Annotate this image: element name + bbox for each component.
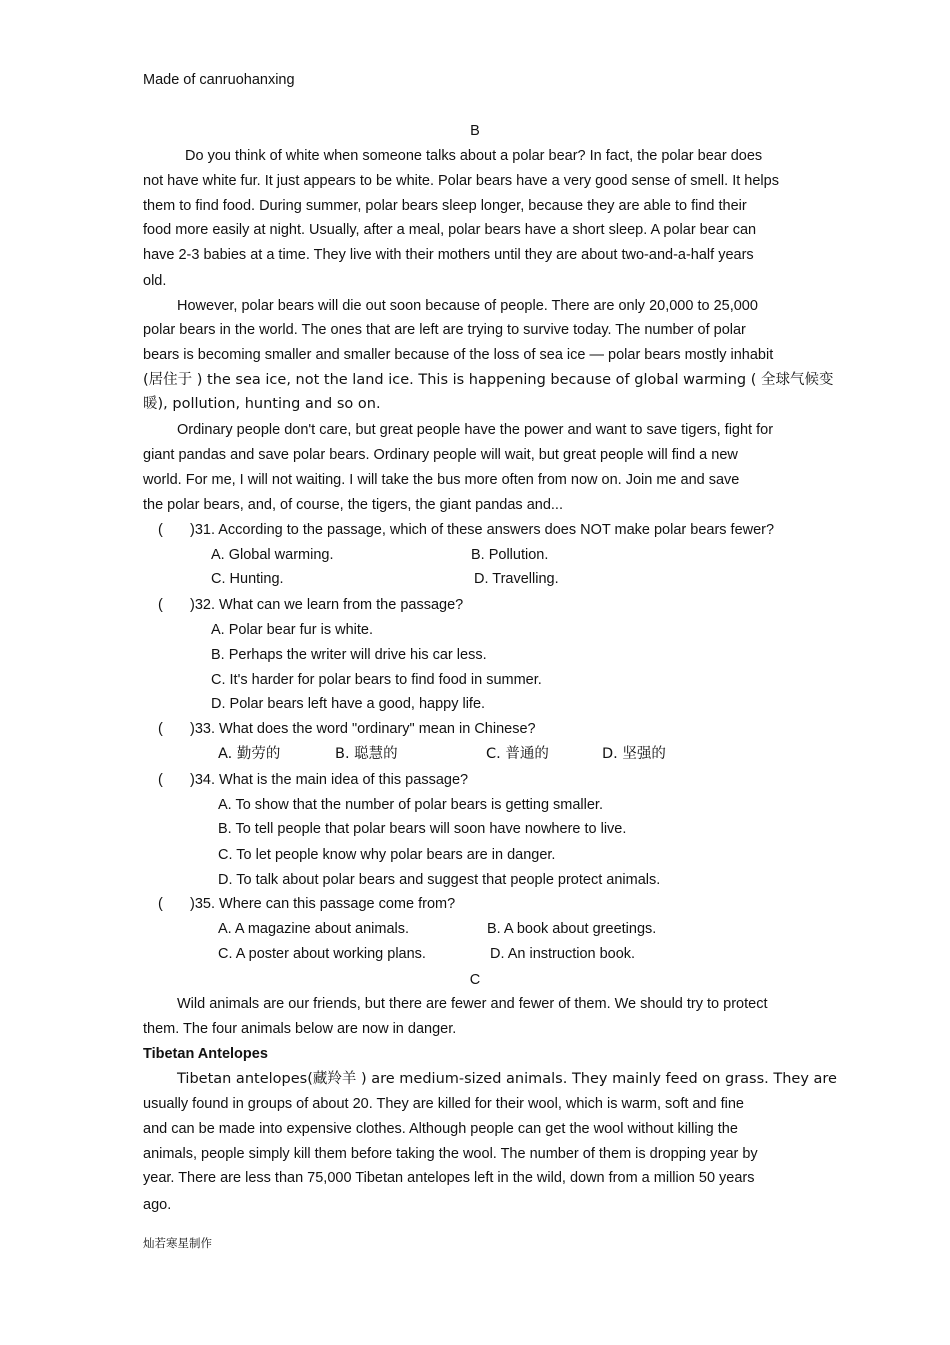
answer-option: B. To tell people that polar bears will soon have nowhere to live. [218,821,627,837]
paragraph-line: them to find food. During summer, polar bears sleep longer, because they are able to find their [143,198,747,214]
answer-option: D. Polar bears left have a good, happy life. [211,696,486,712]
question-stem: )34. What is the main idea of this passage? [190,772,469,788]
question-paren: ( [158,896,163,912]
paragraph-line: food more easily at night. Usually, after a meal, polar bears have a short sleep. A polar bear can [143,222,757,238]
page-header: Made of canruohanxing [143,72,295,88]
question-paren: ( [158,597,163,613]
paragraph-line: the polar bears, and, of course, the tigers, the giant pandas and... [143,497,563,513]
answer-option: B. Perhaps the writer will drive his car less. [211,647,487,663]
question-paren: ( [158,772,163,788]
question-stem: )31. According to the passage, which of these answers does NOT make polar bears fewer? [190,522,775,538]
answer-option: B. Pollution. [471,547,549,563]
paragraph-line: and can be made into expensive clothes. Although people can get the wool without killing the [143,1121,738,1137]
question-paren: ( [158,522,163,538]
answer-option: B. A book about greetings. [487,921,657,937]
answer-option: C. It's harder for polar bears to find food in summer. [211,672,542,688]
paragraph-line: Wild animals are our friends, but there are fewer and fewer of them. We should try to protect [177,996,768,1012]
paragraph-line: giant pandas and save polar bears. Ordinary people will wait, but great people will find a new [143,447,738,463]
answer-option: D. An instruction book. [490,946,636,962]
answer-option: A. A magazine about animals. [218,921,410,937]
answer-option: B. 聪慧的 [335,746,398,762]
section-heading: Tibetan Antelopes [143,1046,268,1062]
question-paren: ( [158,721,163,737]
answer-option: C. A poster about working plans. [218,946,426,962]
paragraph-line: (居住于 ) the sea ice, not the land ice. This is happening because of global warming ( 全球气候变 [143,372,834,388]
paragraph-line: ago. [143,1197,172,1213]
paragraph-line: 暖), pollution, hunting and so on. [143,396,381,412]
answer-option: D. Travelling. [474,571,559,587]
answer-option: A. 勤劳的 [218,746,281,762]
paragraph-line: have 2-3 babies at a time. They live with their mothers until they are about two-and-a-half years [143,247,754,263]
paragraph-line: bears is becoming smaller and smaller because of the loss of sea ice — polar bears mostly inhabit [143,347,774,363]
paragraph-line: However, polar bears will die out soon because of people. There are only 20,000 to 25,000 [177,298,758,314]
answer-option: A. Global warming. [211,547,334,563]
answer-option: A. To show that the number of polar bears is getting smaller. [218,797,603,813]
page-footer: 灿若寒星制作 [143,1236,212,1250]
paragraph-line: animals, people simply kill them before taking the wool. The number of them is dropping year by [143,1146,758,1162]
section-b-letter: B [470,123,480,139]
question-stem: )33. What does the word "ordinary" mean in Chinese? [190,721,536,737]
paragraph-line: them. The four animals below are now in danger. [143,1021,457,1037]
paragraph-line: Tibetan antelopes(藏羚羊 ) are medium-sized animals. They mainly feed on grass. They are [177,1071,837,1087]
answer-option: C. To let people know why polar bears are in danger. [218,847,556,863]
answer-option: D. To talk about polar bears and suggest that people protect animals. [218,872,661,888]
question-stem: )32. What can we learn from the passage? [190,597,464,613]
answer-option: C. 普通的 [486,746,549,762]
answer-option: C. Hunting. [211,571,284,587]
paragraph-line: old. [143,273,167,289]
answer-option: D. 坚强的 [602,746,666,762]
paragraph-line: Ordinary people don't care, but great people have the power and want to save tigers, fight for [177,422,774,438]
question-stem: )35. Where can this passage come from? [190,896,456,912]
paragraph-line: polar bears in the world. The ones that are left are trying to survive today. The number of polar [143,322,746,338]
paragraph-line: year. There are less than 75,000 Tibetan antelopes left in the wild, down from a million 50 years [143,1170,755,1186]
answer-option: A. Polar bear fur is white. [211,622,373,638]
paragraph-line: world. For me, I will not waiting. I will take the bus more often from now on. Join me and save [143,472,740,488]
paragraph-line: not have white fur. It just appears to be white. Polar bears have a very good sense of smell. It helps [143,173,779,189]
section-c-letter: C [469,972,481,988]
paragraph-line: usually found in groups of about 20. They are killed for their wool, which is warm, soft and fine [143,1096,744,1112]
paragraph-line: Do you think of white when someone talks about a polar bear? In fact, the polar bear does [185,148,763,164]
